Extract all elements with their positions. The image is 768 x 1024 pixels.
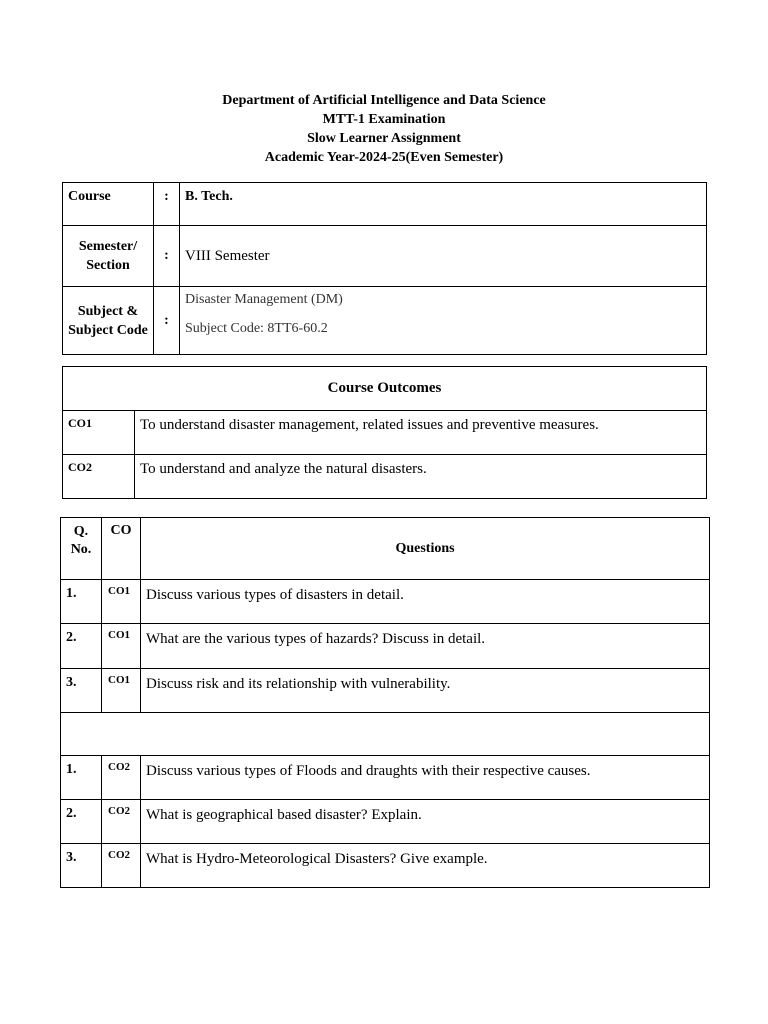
section-spacer-row — [61, 713, 710, 756]
semester-row — [63, 226, 707, 287]
semester-label-line2: Section — [86, 258, 130, 273]
spacer-cell — [61, 713, 710, 756]
course-outcomes-title: Course Outcomes — [63, 367, 707, 411]
question-co: CO2 — [102, 844, 141, 888]
questions-header-row — [61, 518, 710, 580]
course-outcomes-table — [62, 366, 707, 499]
question-row — [61, 669, 710, 713]
question-number: 3. — [61, 844, 102, 888]
outcome-row — [63, 455, 707, 499]
question-text: What is Hydro-Meteorological Disasters? Give example. — [141, 844, 710, 888]
colon: : — [154, 183, 180, 226]
subject-value — [180, 287, 707, 355]
question-text: Discuss various types of Floods and draughts with their respective causes. — [141, 756, 710, 800]
exam-title: MTT-1 Examination — [322, 112, 446, 127]
question-number: 3. — [61, 669, 102, 713]
colon: : — [154, 226, 180, 287]
subject-label-line1: Subject & — [77, 303, 139, 319]
question-number: 2. — [61, 624, 102, 669]
question-row — [61, 800, 710, 844]
outcome-code: CO1 — [63, 411, 135, 455]
academic-year: Academic Year-2024-25(Even Semester) — [264, 150, 504, 165]
question-text: Discuss various types of disasters in detail. — [141, 580, 710, 624]
subject-code: Subject Code: 8TT6-60.2 — [185, 321, 328, 336]
course-label: Course — [63, 183, 154, 226]
question-number-header-line1: Q. — [73, 524, 89, 539]
question-number-header-line2: No. — [70, 542, 92, 557]
question-number: 1. — [61, 756, 102, 800]
outcome-row — [63, 411, 707, 455]
course-outcomes-header-row — [63, 367, 707, 411]
co-header: CO — [102, 518, 141, 580]
question-row — [61, 580, 710, 624]
question-text: What are the various types of hazards? Discuss in detail. — [141, 624, 710, 669]
outcome-code: CO2 — [63, 455, 135, 499]
question-co: CO1 — [102, 624, 141, 669]
question-row — [61, 844, 710, 888]
question-number: 2. — [61, 800, 102, 844]
semester-label-line1: Semester/ — [78, 239, 138, 254]
department-title: Department of Artificial Intelligence and Data Science — [222, 93, 546, 108]
outcome-description: To understand and analyze the natural disasters. — [135, 455, 707, 499]
question-text: What is geographical based disaster? Explain. — [141, 800, 710, 844]
semester-value: VIII Semester — [180, 226, 707, 287]
questions-header: Questions — [141, 518, 710, 580]
subject-label — [63, 287, 154, 355]
question-number: 1. — [61, 580, 102, 624]
question-text: Discuss risk and its relationship with vulnerability. — [141, 669, 710, 713]
course-row — [63, 183, 707, 226]
questions-table — [60, 517, 710, 888]
course-info-table — [62, 182, 707, 355]
question-co: CO2 — [102, 756, 141, 800]
subject-row — [63, 287, 707, 355]
semester-label — [63, 226, 154, 287]
document-header — [0, 91, 768, 167]
question-row — [61, 624, 710, 669]
outcome-description: To understand disaster management, related issues and preventive measures. — [135, 411, 707, 455]
colon: : — [154, 287, 180, 355]
question-number-header — [61, 518, 102, 580]
subject-label-line2: Subject Code — [68, 322, 148, 338]
assignment-title: Slow Learner Assignment — [307, 131, 461, 146]
question-co: CO1 — [102, 580, 141, 624]
course-value: B. Tech. — [180, 183, 707, 226]
question-co: CO1 — [102, 669, 141, 713]
subject-name: Disaster Management (DM) — [185, 292, 343, 307]
question-co: CO2 — [102, 800, 141, 844]
question-row — [61, 756, 710, 800]
